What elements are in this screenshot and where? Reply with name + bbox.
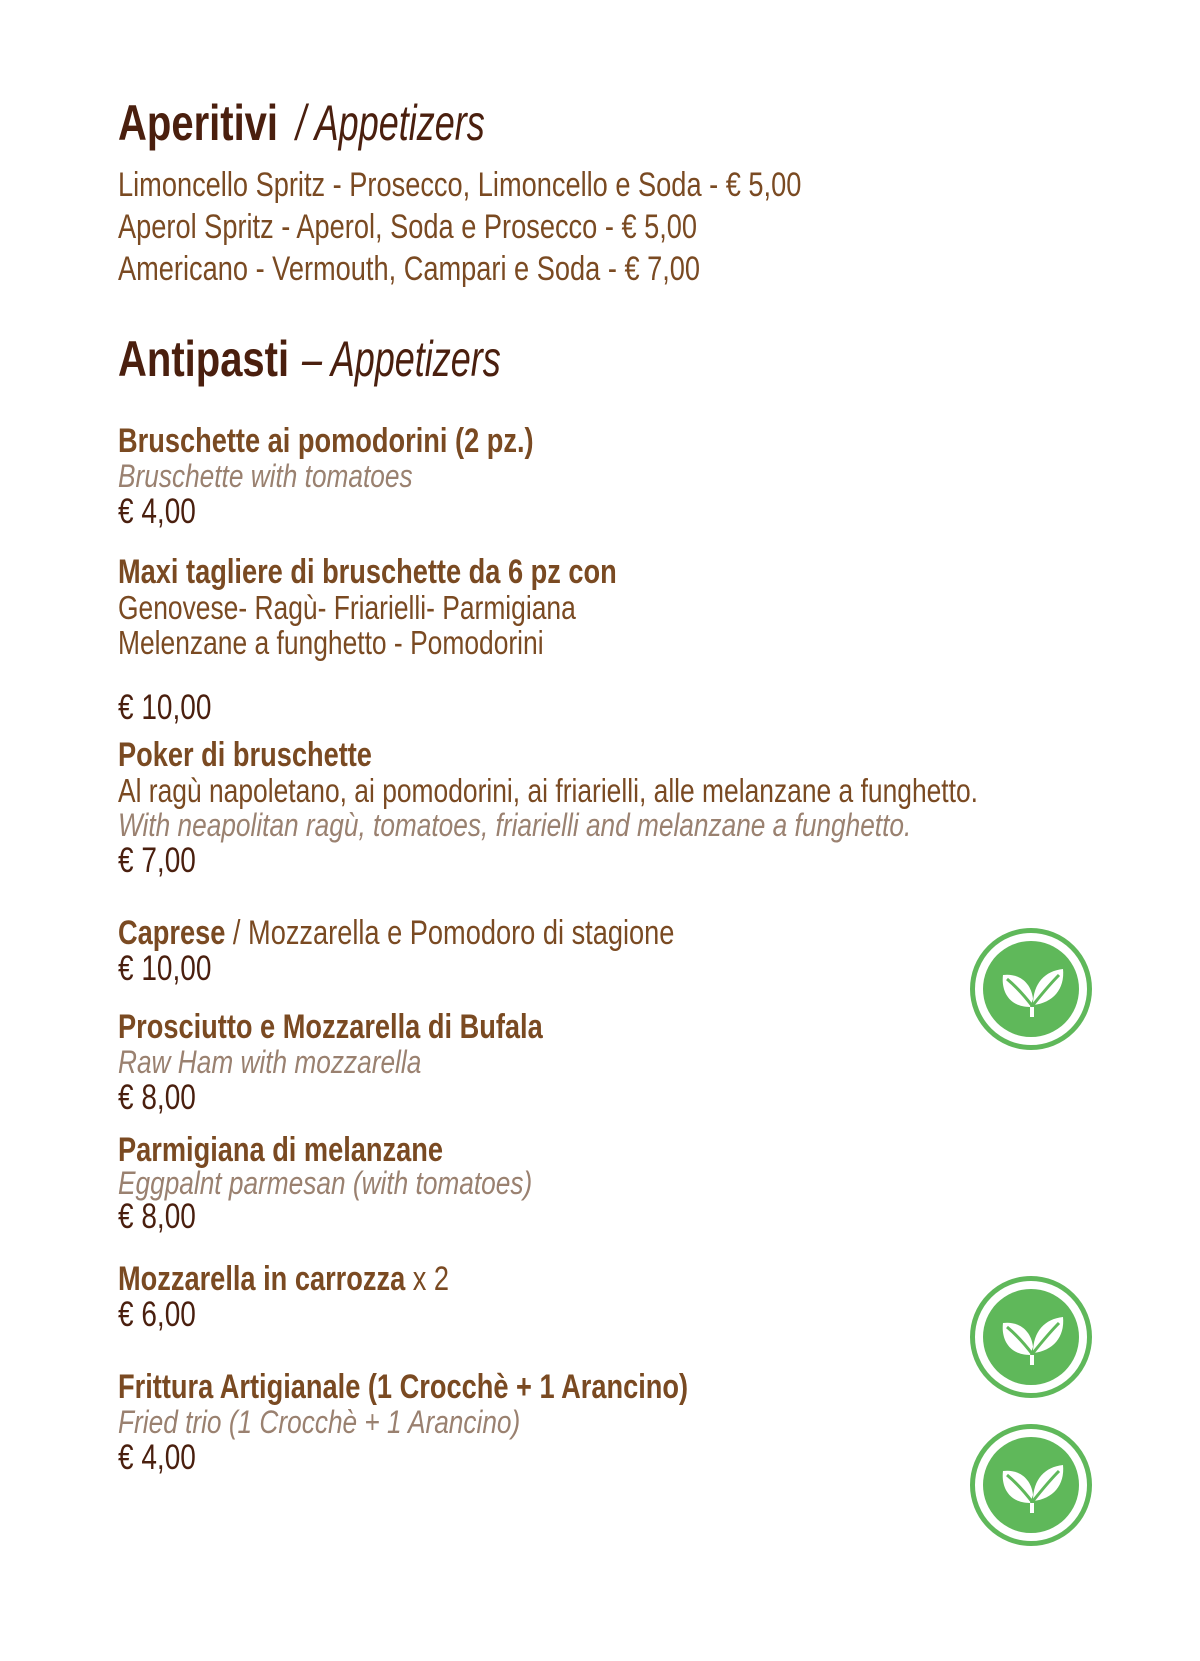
item-price: € 10,00 [118, 688, 212, 727]
item-name: Poker di bruschette [118, 736, 372, 774]
menu-item-parmigiana [118, 1133, 623, 1234]
menu-item-mozzarella-carrozza [118, 1262, 532, 1332]
item-description: Melenzane a funghetto - Pomodorini [118, 624, 544, 661]
item-price: € 8,00 [118, 1197, 196, 1236]
antipasti-title: Antipasti [118, 331, 290, 387]
menu-item-bruschette [118, 424, 637, 529]
antipasti-heading [118, 331, 578, 387]
item-translation: Raw Ham with mozzarella [118, 1044, 422, 1080]
item-description: Al ragù napoletano, ai pomodorini, ai friarielli, alle melanzane a funghetto. [118, 772, 978, 809]
item-name: Caprese / Mozzarella e Pomodoro di stagione [118, 914, 675, 952]
item-description: Genovese- Ragù- Friarielli- Parmigiana [118, 589, 576, 626]
item-name: Frittura Artigianale (1 Crocchè + 1 Arancino) [118, 1368, 689, 1406]
aperitivi-subtitle: / Appetizers [296, 95, 485, 151]
item-price: € 4,00 [118, 492, 196, 531]
aperitivi-heading [118, 95, 558, 151]
aperitivo-item: Americano - Vermouth, Campari e Soda - € 7,00 [118, 250, 701, 288]
aperitivi-title: Aperitivi [118, 95, 279, 151]
vegetarian-leaf-icon [970, 1276, 1092, 1398]
vegetarian-leaf-icon [970, 928, 1092, 1050]
menu-item-maxi-tagliere [118, 555, 742, 725]
item-translation: With neapolitan ragù, tomatoes, friarielli and melanzane a funghetto. [118, 807, 912, 843]
vegetarian-leaf-icon [970, 1424, 1092, 1546]
item-name: Bruschette ai pomodorini (2 pz.) [118, 422, 534, 460]
item-name: Parmigiana di melanzane [118, 1131, 444, 1169]
item-price: € 8,00 [118, 1078, 196, 1117]
menu-item-frittura [118, 1370, 831, 1475]
item-translation: Eggpalnt parmesan (with tomatoes) [118, 1165, 533, 1201]
item-price: € 10,00 [118, 949, 212, 988]
item-name: Maxi tagliere di bruschette da 6 pz con [118, 553, 617, 591]
menu-item-caprese [118, 916, 814, 986]
aperitivo-item: Aperol Spritz - Aperol, Soda e Prosecco - € 5,00 [118, 208, 698, 246]
menu-item-poker [118, 738, 1193, 878]
item-translation: Fried trio (1 Crocchè + 1 Arancino) [118, 1404, 521, 1440]
item-name: Mozzarella in carrozza x 2 [118, 1260, 450, 1298]
item-price: € 4,00 [118, 1438, 196, 1477]
aperitivo-item: Limoncello Spritz - Prosecco, Limoncello e Soda - € 5,00 [118, 166, 802, 204]
item-price: € 7,00 [118, 841, 196, 880]
item-name: Prosciutto e Mozzarella di Bufala [118, 1008, 543, 1046]
menu-item-prosciutto [118, 1010, 649, 1115]
antipasti-subtitle: – Appetizers [301, 331, 501, 387]
item-price: € 6,00 [118, 1295, 196, 1334]
item-translation: Bruschette with tomatoes [118, 458, 413, 494]
